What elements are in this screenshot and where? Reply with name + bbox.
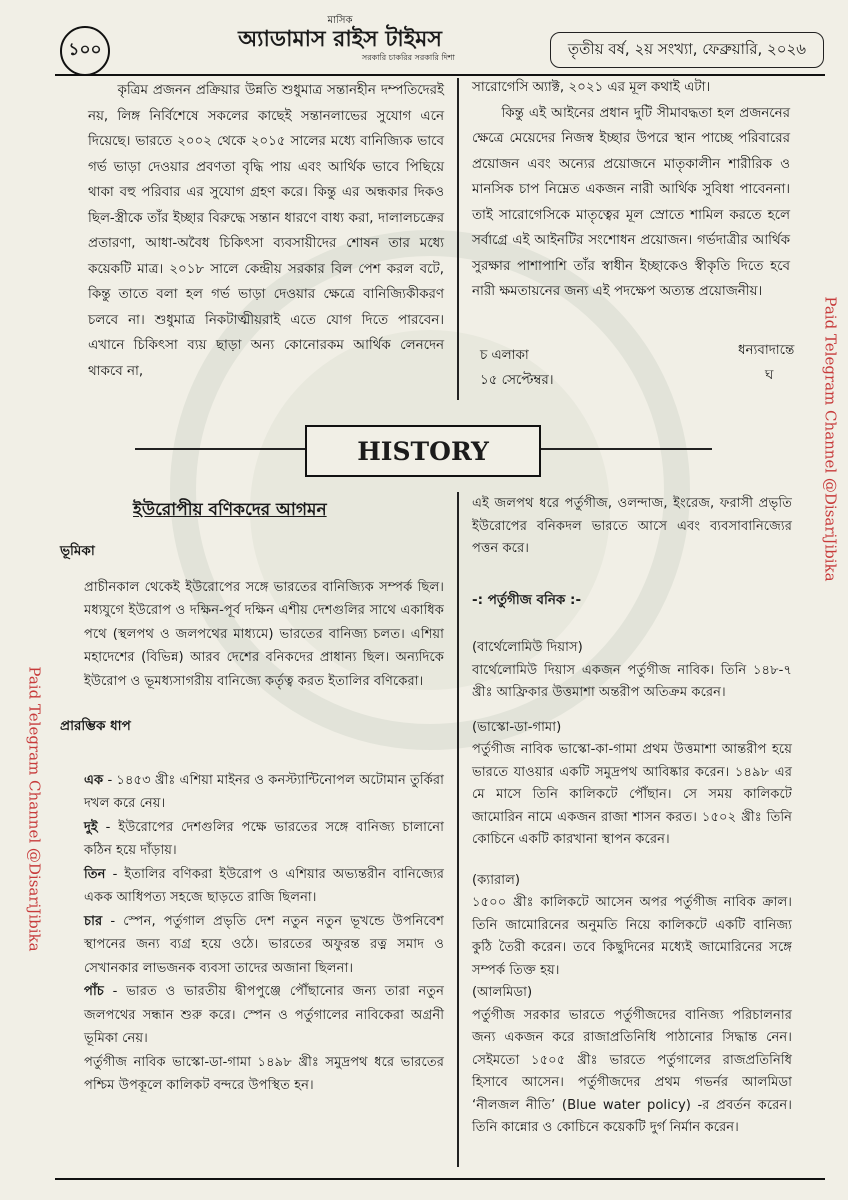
stage-point-label: চার bbox=[84, 913, 103, 929]
letter-thanks: ধন্যবাদান্তে bbox=[738, 343, 795, 358]
history-right-column bbox=[472, 493, 792, 1140]
gama-paragraph: পর্তুগীজ নাবিক ভাস্কো-কা-গামা প্রথম উত্তমাশা আন্তরীপ হয়ে ভারতে যাওয়ার একটি সমুদ্রপথ আবিষ্কার করেন। ১৪৯৮ এর মে মাসে তিনি কালিকটে পৌঁছান। সে সময় কালিকটে জামোরিন নামে একজন রাজা শাসন করত। ১৫০২ খ্রীঃ তিনি কোচিনে একটি কারখানা স্থাপন করেন। bbox=[472, 742, 792, 847]
stage-point-label: পাঁচ bbox=[84, 984, 104, 999]
letter-place: চ এলাকা bbox=[480, 348, 529, 363]
almeida-paragraph: পর্তুগীজ সরকার ভারতে পর্তুগীজদের বানিজ্য পরিচালনার জন্য একজন করে রাজাপ্রতিনিধি পাঠানোর সিদ্ধান্ত নেন। সেইমতো ১৫০৫ খ্রীঃ ভারতে পর্তুগালের রাজপ্রতিনিধি হিসাবে আসেন। পর্তুগীজদের প্রথম গভর্নর আলমিডা ‘নীলজল নীতি’ (Blue water policy) -র প্রবর্তন করেন। তিনি কান্নোর ও কোচিনে কয়েকটি দুর্গ নির্মান করেন। bbox=[472, 1007, 792, 1135]
stage-list bbox=[84, 769, 444, 1098]
gama-heading: (ভাস্কো-ডা-গামা) bbox=[472, 719, 562, 735]
issue-label: তৃতীয় বর্ষ, ২য় সংখ্যা, ফেব্রুয়ারি, ২০২৬ bbox=[550, 32, 824, 68]
stage-point bbox=[84, 863, 444, 910]
letter-right-paragraph: কিন্তু এই আইনের প্রধান দুটি সীমাবদ্ধতা হল প্রজননের ক্ষেত্রে মেয়েদের নিজস্ব ইচ্ছার উপরে স্থান পাচ্ছে পরিবারের প্রয়োজন এবং অন্যের প্রয়োজনে মাতৃকালীন শারীরিক ও মানসিক চাপ নিম্নেত একজন নারী আর্থিক সুবিধা পাবেননা। তাই সারোগেসিকে মাতৃত্বের মূল স্রোতে শামিল করতে হলে সর্বাগ্রে এই আইনটির সংশোধন প্রয়োজন। গর্ভদাত্রীর আর্থিক সুরক্ষার পাশাপাশি তাঁর স্বাধীন ইচ্ছাকেও স্বীকৃতি দিতে হবে নারী ক্ষমতায়নের জন্য এই পদক্ষেপ অত্যন্ত প্রয়োজনীয়। bbox=[472, 105, 790, 299]
stage-point-text: - ইউরোপের দেশগুলির পক্ষে ভারতের সঙ্গে বানিজ্য চালানো কঠিন হয়ে দাঁড়ায়। bbox=[84, 819, 444, 858]
masthead-monthly: মাসিক bbox=[327, 15, 353, 26]
stage-point-label: এক bbox=[84, 772, 104, 788]
stage-point bbox=[84, 910, 444, 981]
closing-paragraph: পর্তুগীজ নাবিক ভাস্কো-ডা-গামা ১৪৯৮ খ্রীঃ সমুদ্রপথ ধরে ভারতের পশ্চিম উপকূলে কালিকট বন্দরে উপস্থিত হন। bbox=[84, 1054, 444, 1093]
page-number: ১০০ bbox=[60, 26, 110, 76]
side-watermark-left: Paid Telegram Channel @DisariJibika bbox=[25, 666, 44, 952]
letter-left-paragraph: কৃত্রিম প্রজনন প্রক্রিয়ার উন্নতি শুধুমাত্র সন্তানহীন দম্পতিদেরই নয়, লিঙ্গ নির্বিশেষে সকলের কাছেই সন্তানলাভের সুযোগ এনে দিয়েছে। ভারতে ২০০২ থেকে ২০১৫ সালের মধ্যে বানিজ্যিক ভাবে গর্ভ ভাড়া দেওয়ার প্রবণতা বৃদ্ধি পায় এবং আর্থিক ভাবে পিছিয়ে থাকা বহু পরিবার এর সুযোগ গ্রহণ করে। কিন্তু এর অন্ধকার দিকও ছিল-স্ত্রীকে তাঁর ইচ্ছার বিরুদ্ধে সন্তান ধারণে বাধ্য করা, দালালচক্রের প্রতারণা, আধা-অবৈধ চিকিৎসা ব্যবসায়ীদের শোষন তার মধ্যে কয়েকটি মাত্র। ২০১৮ সালে কেন্দ্রীয় সরকার বিল পেশ করল বটে, কিন্তু তাতে বলা হল গর্ভ ভাড়া দেওয়ার ক্ষেত্রে বানিজ্যিকীকরণ চলবে না। শুধুমাত্র নিকটাত্মীয়রাই এতে যোগ দিতে পারবেন। এখানে চিকিৎসা ব্যয় ছাড়া অন্য কোনোরকম আর্থিক লেনদেন থাকবে না, bbox=[88, 83, 444, 379]
column-divider-bottom bbox=[457, 492, 459, 1167]
stage-heading: প্রারম্ভিক ধাপ bbox=[60, 718, 131, 734]
side-watermark-right: Paid Telegram Channel @DisariJibika bbox=[821, 296, 840, 582]
stage-point bbox=[84, 816, 444, 863]
letter-date: ১৫ সেপ্টেম্বর। bbox=[480, 373, 554, 388]
masthead-tagline: সরকারি চাকরির সরকারি দিশা bbox=[361, 53, 455, 62]
intro-heading: ভূমিকা bbox=[60, 543, 95, 559]
letter-left-column bbox=[88, 78, 444, 384]
bottom-rule bbox=[55, 1178, 825, 1180]
stage-point-text: - স্পেন, পর্তুগাল প্রভৃতি দেশ নতুন নতুন ভূখন্ডে উপনিবেশ স্থাপনের জন্য ব্যগ্র হয়ে ওঠে। ভারতের অফুরন্ত রত্ন সমাদ ও সেখানকার লাভজনক ব্যবসা তাদের অজানা ছিলনা। bbox=[84, 913, 444, 976]
letter-right-line: সারোগেসি অ্যাক্ট, ২০২১ এর মূল কথাই এটা। bbox=[472, 80, 711, 95]
cabral-paragraph: ১৫০০ খ্রীঃ কালিকটে আসেন অপর পর্তুগীজ নাবিক ক্রাল। তিনি জামোরিনের অনুমতি নিয়ে কালিকটে একটি বানিজ্য কুঠি তৈরী করেন। তবে কিছুদিনের মধ্যেই জামোরিনের সঙ্গে সম্পর্ক তিক্ত হয়। bbox=[472, 895, 792, 978]
history-banner: HISTORY bbox=[305, 425, 541, 477]
stage-point-text: - ভারত ও ভারতীয় দ্বীপপুঞ্জে পৌঁছানোর জন্য তারা নতুন জলপথের সন্ধান শুরু করে। স্পেন ও পর্তুগালের নাবিকেরা অগ্রনী ভূমিকা নেয়। bbox=[84, 984, 444, 1046]
history-rule-left bbox=[135, 448, 305, 450]
cabral-heading: (ক্যারাল) bbox=[472, 872, 521, 888]
almeida-heading: (আলমিডা) bbox=[472, 985, 533, 1000]
dias-paragraph: বার্থেলোমিউ দিয়াস একজন পর্তুগীজ নাবিক। তিনি ১৪৮-৭ খ্রীঃ আফ্রিকার উত্তমাশা অন্তরীপ অতিক্রম করেন। bbox=[472, 662, 792, 700]
stage-point bbox=[84, 769, 444, 816]
intro-paragraph: প্রাচীনকাল থেকেই ইউরোপের সঙ্গে ভারতের বানিজ্যিক সম্পর্ক ছিল। মধ্যযুগে ইউরোপ ও দক্ষিন-পূর্ব দক্ষিন এশীয় দেশগুলির সাথে একাধিক পথে (স্থলপথ ও জলপথের মাধ্যমে) ভারতের বানিজ্য চলত। এশিয়া মহাদেশের (বিভিন্ন) আরব দেশের বনিকদের প্রাধান্য ছিল। অন্যদিকে ইউরোপ ও ভূমধ্যসাগরীয় বানিজ্যে কর্তৃত্ব করত ইতালির বণিকেরা। bbox=[84, 579, 444, 689]
stage-point bbox=[84, 980, 444, 1051]
stage-point-label: দুই bbox=[84, 819, 98, 835]
letter-right-column bbox=[472, 75, 790, 305]
history-rule-right bbox=[537, 448, 712, 450]
portuguese-heading: -: পর্তুগীজ বনিক :- bbox=[472, 591, 582, 608]
stage-point-text: - ১৪৫৩ খ্রীঃ এশিয়া মাইনর ও কনস্ট্যান্টিনোপল অটোমান তুর্কিরা দখল করে নেয়। bbox=[84, 772, 445, 811]
history-left-column bbox=[60, 540, 444, 1098]
masthead bbox=[225, 16, 455, 65]
section-title: ইউরোপীয় বণিকদের আগমন bbox=[133, 500, 327, 520]
stage-point-label: তিন bbox=[84, 866, 106, 882]
stage-point-text: - ইতালির বণিকরা ইউরোপ ও এশিয়ার অভ্যন্তরীন বানিজ্যের একক আধিপত্য সহজে ছাড়তে রাজি ছিলনা। bbox=[84, 866, 444, 905]
letter-sign: ঘ bbox=[765, 368, 774, 383]
masthead-title: অ্যাডামাস রাইস টাইমস bbox=[238, 26, 442, 52]
dias-heading: (বার্থেলোমিউ দিয়াস) bbox=[472, 640, 583, 655]
column-divider-top bbox=[457, 78, 459, 400]
right-intro: এই জলপথ ধরে পর্তুগীজ, ওলন্দাজ, ইংরেজ, ফরাসী প্রভৃতি ইউরোপের বনিকদল ভারতে আসে এবং ব্যবসাবানিজ্যের পত্তন করে। bbox=[472, 496, 792, 556]
